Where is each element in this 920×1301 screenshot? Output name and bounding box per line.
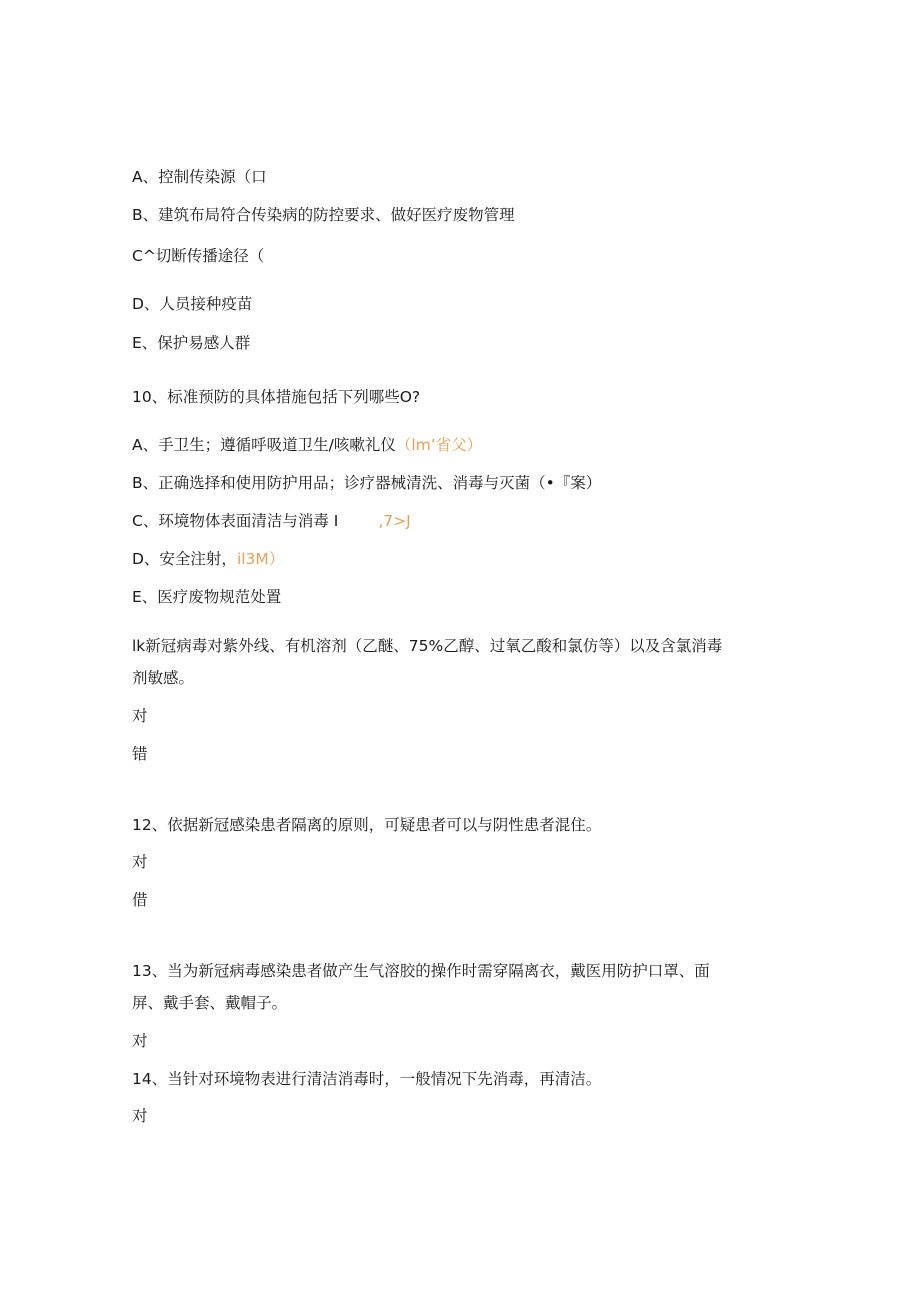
q10-option-e: E、医疗废物规范处置 [132,588,282,606]
q10-option-a [132,435,482,455]
q13-question-line1: 13、当为新冠病毒感染患者做产生气溶胶的操作时需穿隔离衣，戴医用防护口罩、面 [132,962,710,980]
q10-option-c-text: C、环境物体表面清洁与消毒 I [132,512,339,530]
q13-question-line2: 屏、戴手套、戴帽子。 [132,994,288,1012]
q10-option-d [132,549,284,569]
q10-option-c-mark: ,7>J [378,512,411,530]
q9-option-e: E、保护易感人群 [132,334,251,352]
q11-option-true: 对 [132,707,148,725]
q13-option-true: 对 [132,1032,148,1050]
q12-option-true: 对 [132,853,148,871]
q11-question-line1: lk新冠病毒对紫外线、有机溶剂（乙醚、75%乙醇、过氧乙酸和氯仿等）以及含氯消毒 [132,637,723,655]
q9-option-c: C^切断传播途径（ [132,247,265,265]
q10-option-d-text: D、安全注射， [132,550,237,568]
q14-option-true: 对 [132,1107,148,1125]
q9-option-d: D、人员接种疫苗 [132,295,253,313]
q12-option-false: 借 [132,891,148,909]
q10-question: 10、标准预防的具体措施包括下列哪些O? [132,388,421,406]
q10-option-a-text: A、手卫生；遵循呼吸道卫生/咳嗽礼仪 [132,436,396,454]
q10-option-d-mark: il3M） [236,550,285,568]
q10-option-c [132,511,411,531]
q11-option-false: 错 [132,745,148,763]
q10-option-b: B、正确选择和使用防护用品；诊疗器械清洗、消毒与灭菌（•『案） [132,474,602,492]
q14-question: 14、当针对环境物表进行清洁消毒时，一般情况下先消毒，再清洁。 [132,1070,602,1088]
q9-option-b: B、建筑布局符合传染病的防控要求、做好医疗废物管理 [132,206,515,224]
q11-question-line2: 剂敏感。 [132,669,195,687]
q12-question: 12、依据新冠感染患者隔离的原则，可疑患者可以与阴性患者混住。 [132,816,602,834]
q9-option-a: A、控制传染源（口 [132,168,267,186]
q10-option-a-mark: （lm’省父） [395,436,483,454]
